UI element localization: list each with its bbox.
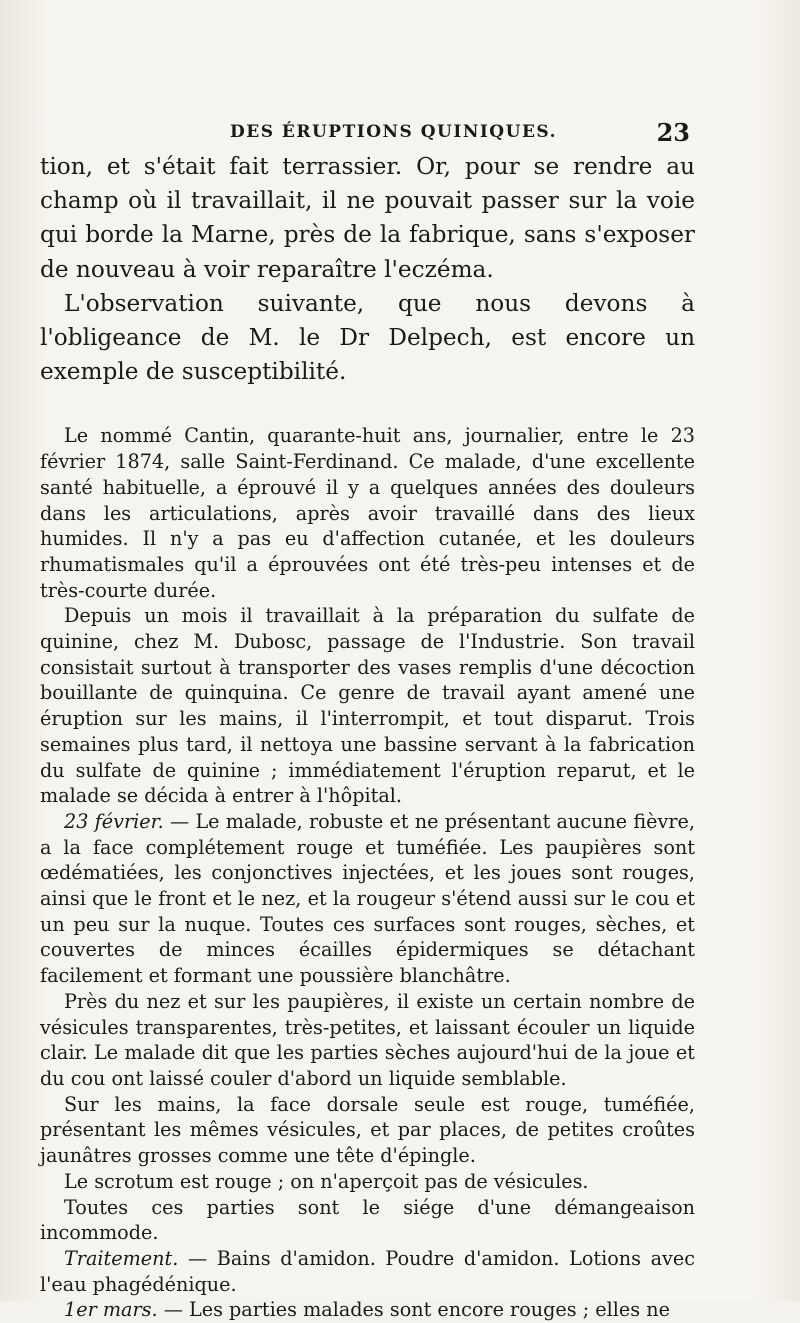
case-paragraph-demangeaison: Toutes ces parties sont le siége d'une démangeaison incommode. (40, 1195, 695, 1245)
case-paragraph-23-fevrier (40, 809, 695, 989)
observation-case (40, 423, 695, 1323)
case-paragraph-mains: Sur les mains, la face dorsale seule est rouge, tuméfiée, présentant les mêmes vésicules, et par places, de petites croûtes jaunâtres grosses comme une tête d'épingle. (40, 1092, 695, 1168)
running-title: DES ÉRUPTIONS QUINIQUES. (230, 122, 557, 142)
treatment-lead: Traitement. (64, 1246, 179, 1270)
page-header (40, 118, 690, 148)
case-paragraph-patient: Le nommé Cantin, quarante-huit ans, journalier, entre le 23 février 1874, salle Saint-Ferdinand. Ce malade, d'une excellente santé habituelle, a éprouvé il y a quelques années des douleurs dans les articulations, après avoir travaillé dans des lieux humides. Il n'y a pas eu d'affection cutanée, et les douleurs rhumatismales qu'il a éprouvées ont été très-peu intenses et de très-courte durée. (40, 424, 695, 602)
case-paragraph-1er-mars (40, 1297, 695, 1323)
date-lead: 1er mars. (64, 1298, 158, 1322)
case-paragraph-scrotum: Le scrotum est rouge ; on n'aperçoit pas de vésicules. (64, 1169, 589, 1193)
page-body (40, 150, 695, 1323)
case-paragraph-history: Depuis un mois il travaillait à la préparation du sulfate de quinine, chez M. Dubosc, passage de l'Industrie. Son travail consistait surtout à transporter des vases remplis d'une décoction bouillante de quinquina. Ce genre de travail ayant amené une éruption sur les mains, il l'interrompit, et tout disparut. Trois semaines plus tard, il nettoya une bassine servant à la fabrication du sulfate de quinine ; immédiatement l'éruption reparut, et le malade se décida à entrer à l'hôpital. (40, 604, 695, 808)
date-lead: 23 février. (64, 809, 164, 833)
case-text: — Bains d'amidon. Poudre d'amidon. Lotions avec l'eau phagédénique. (40, 1246, 695, 1296)
case-paragraph-vesicules: Près du nez et sur les paupières, il existe un certain nombre de vésicules transparentes, très-petites, et laissant écouler un liquide clair. Le malade dit que les parties sèches aujourd'hui de la joue et du cou ont laissé couler d'abord un liquide semblable. (40, 989, 695, 1090)
case-text: — Le malade, robuste et ne présentant aucune fièvre, a la face complétement rouge et tuméfiée. Les paupières sont œdématiées, les conjonctives injectées, et les joues sont rouges, ainsi que le front et le nez, et la rougeur s'étend aussi sur le cou et un peu sur la nuque. Toutes ces surfaces sont rouges, sèches, et couvertes de minces écailles épidermiques se détachant facilement et formant une poussière blanchâtre. (40, 809, 696, 988)
case-paragraph-traitement (40, 1246, 695, 1297)
paragraph-observation-intro: L'observation suivante, que nous devons à l'obligeance de M. le Dr Delpech, est encore un exemple de susceptibilité. (40, 289, 695, 386)
case-text: — Les parties malades sont encore rouges ; elles ne (157, 1298, 670, 1322)
paragraph-continuation: tion, et s'était fait terrassier. Or, pour se rendre au champ où il travaillait, il ne pouvait passer sur la voie qui borde la Marne, près de la fabrique, sans s'exposer de nouveau à voir reparaître l'eczéma. (40, 153, 695, 283)
page-number: 23 (656, 118, 690, 147)
